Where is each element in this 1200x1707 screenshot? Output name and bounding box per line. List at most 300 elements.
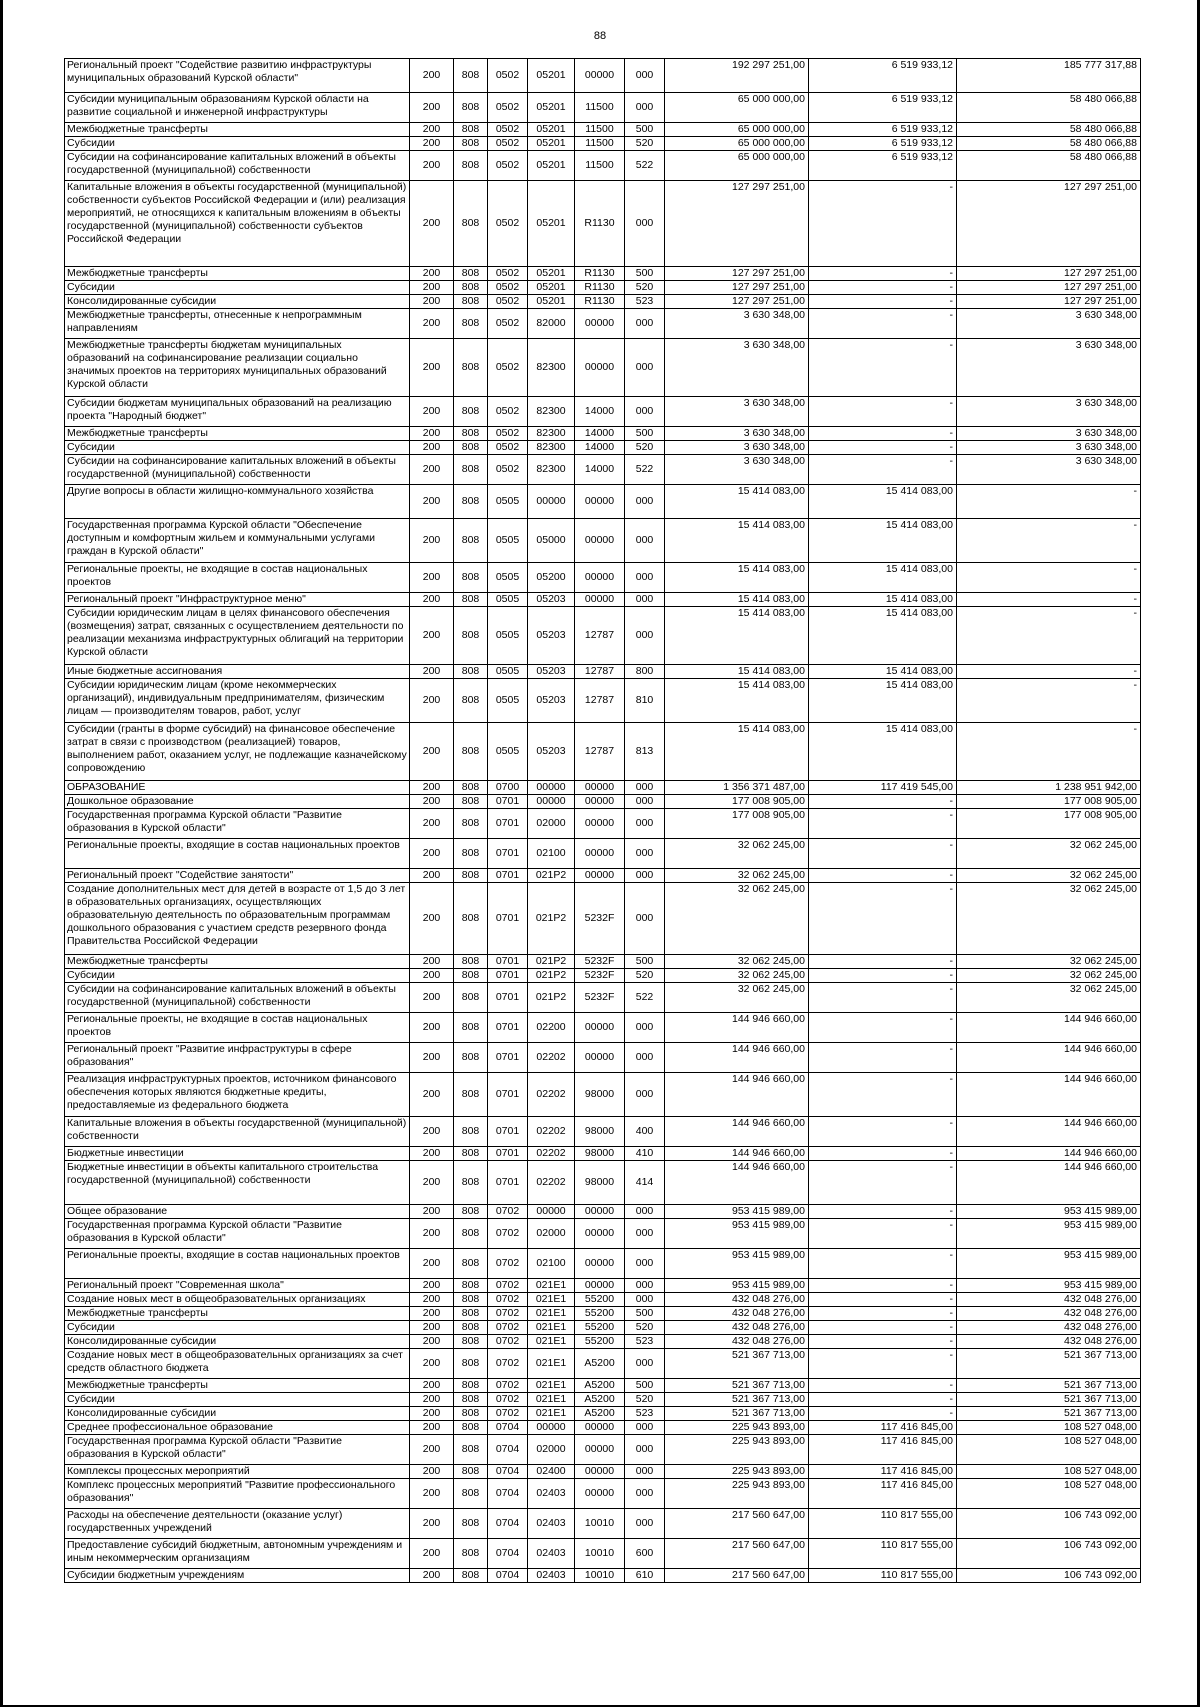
code-admin: 200	[410, 1279, 454, 1293]
amount-2: -	[809, 441, 957, 455]
amount-total: 953 415 989,00	[665, 1219, 809, 1249]
amount-2: -	[809, 955, 957, 969]
code-program: 05203	[528, 607, 575, 665]
code-gr: 808	[454, 1435, 488, 1465]
amount-2: 117 416 845,00	[809, 1435, 957, 1465]
amount-2: -	[809, 839, 957, 869]
code-expense-type: 000	[625, 883, 665, 955]
code-admin: 200	[410, 151, 454, 181]
amount-total: 144 946 660,00	[665, 1161, 809, 1205]
row-name: Другие вопросы в области жилищно-коммунального хозяйства	[65, 485, 410, 519]
row-name: Бюджетные инвестиции	[65, 1147, 410, 1161]
code-direction: 00000	[575, 309, 625, 339]
amount-3: 177 008 905,00	[957, 795, 1141, 809]
code-gr: 808	[454, 1161, 488, 1205]
code-section: 0502	[488, 93, 528, 123]
code-direction: 5232F	[575, 983, 625, 1013]
code-section: 0704	[488, 1539, 528, 1569]
code-gr: 808	[454, 883, 488, 955]
amount-total: 1 356 371 487,00	[665, 781, 809, 795]
table-row	[65, 519, 1141, 563]
code-expense-type: 500	[625, 427, 665, 441]
table-row	[65, 607, 1141, 665]
amount-total: 32 062 245,00	[665, 839, 809, 869]
row-name: Региональный проект "Содействие развитию инфраструктуры муниципальных образований Курской области"	[65, 59, 410, 93]
code-gr: 808	[454, 1479, 488, 1509]
code-expense-type: 500	[625, 1307, 665, 1321]
code-program: 02202	[528, 1147, 575, 1161]
code-section: 0704	[488, 1465, 528, 1479]
code-admin: 200	[410, 485, 454, 519]
amount-3: 521 367 713,00	[957, 1349, 1141, 1379]
code-gr: 808	[454, 983, 488, 1013]
amount-2: 117 416 845,00	[809, 1421, 957, 1435]
table-row	[65, 563, 1141, 593]
code-program: 82000	[528, 309, 575, 339]
code-program: 02202	[528, 1161, 575, 1205]
amount-total: 225 943 893,00	[665, 1479, 809, 1509]
code-direction: 00000	[575, 869, 625, 883]
amount-2: -	[809, 397, 957, 427]
amount-3: -	[957, 723, 1141, 781]
row-name: Консолидированные субсидии	[65, 295, 410, 309]
amount-total: 225 943 893,00	[665, 1465, 809, 1479]
code-section: 0701	[488, 795, 528, 809]
code-program: 82300	[528, 397, 575, 427]
code-direction: 00000	[575, 1249, 625, 1279]
code-admin: 200	[410, 1205, 454, 1219]
row-name: Региональные проекты, не входящие в состав национальных проектов	[65, 563, 410, 593]
code-expense-type: 520	[625, 441, 665, 455]
code-admin: 200	[410, 593, 454, 607]
amount-3: 953 415 989,00	[957, 1219, 1141, 1249]
amount-total: 15 414 083,00	[665, 563, 809, 593]
code-section: 0702	[488, 1293, 528, 1307]
code-expense-type: 000	[625, 563, 665, 593]
code-program: 05000	[528, 519, 575, 563]
row-name: Субсидии на софинансирование капитальных вложений в объекты государственной (муниципальной) собственности	[65, 455, 410, 485]
code-admin: 200	[410, 563, 454, 593]
code-admin: 200	[410, 969, 454, 983]
amount-2: -	[809, 281, 957, 295]
code-section: 0502	[488, 181, 528, 267]
code-expense-type: 523	[625, 295, 665, 309]
table-row	[65, 781, 1141, 795]
table-row	[65, 1465, 1141, 1479]
amount-total: 3 630 348,00	[665, 339, 809, 397]
amount-total: 32 062 245,00	[665, 869, 809, 883]
code-section: 0505	[488, 593, 528, 607]
code-gr: 808	[454, 1013, 488, 1043]
code-expense-type: 000	[625, 1219, 665, 1249]
code-admin: 200	[410, 723, 454, 781]
amount-2: -	[809, 869, 957, 883]
code-admin: 200	[410, 607, 454, 665]
amount-total: 432 048 276,00	[665, 1335, 809, 1349]
code-program: 82300	[528, 455, 575, 485]
code-gr: 808	[454, 593, 488, 607]
code-program: 02202	[528, 1043, 575, 1073]
code-section: 0502	[488, 339, 528, 397]
code-gr: 808	[454, 397, 488, 427]
table-row	[65, 1421, 1141, 1435]
code-program: 021E1	[528, 1335, 575, 1349]
amount-2: -	[809, 427, 957, 441]
code-expense-type: 000	[625, 1421, 665, 1435]
code-expense-type: 000	[625, 1509, 665, 1539]
code-section: 0704	[488, 1479, 528, 1509]
amount-3: 144 946 660,00	[957, 1117, 1141, 1147]
code-direction: 55200	[575, 1321, 625, 1335]
code-gr: 808	[454, 1279, 488, 1293]
code-admin: 200	[410, 339, 454, 397]
code-program: 02202	[528, 1073, 575, 1117]
amount-3: -	[957, 607, 1141, 665]
code-section: 0702	[488, 1219, 528, 1249]
code-program: 021P2	[528, 955, 575, 969]
amount-2: -	[809, 455, 957, 485]
amount-total: 32 062 245,00	[665, 983, 809, 1013]
code-direction: 10010	[575, 1569, 625, 1583]
code-gr: 808	[454, 1407, 488, 1421]
code-expense-type: 000	[625, 1479, 665, 1509]
code-section: 0502	[488, 281, 528, 295]
amount-total: 3 630 348,00	[665, 427, 809, 441]
code-direction: 00000	[575, 1043, 625, 1073]
code-section: 0701	[488, 839, 528, 869]
code-section: 0502	[488, 59, 528, 93]
amount-total: 177 008 905,00	[665, 795, 809, 809]
code-gr: 808	[454, 1147, 488, 1161]
code-admin: 200	[410, 795, 454, 809]
row-name: Комплекс процессных мероприятий "Развитие профессионального образования"	[65, 1479, 410, 1509]
budget-table	[64, 58, 1141, 1583]
code-program: 021P2	[528, 883, 575, 955]
code-expense-type: 000	[625, 781, 665, 795]
table-row	[65, 59, 1141, 93]
amount-2: 110 817 555,00	[809, 1569, 957, 1583]
code-program: 02200	[528, 1013, 575, 1043]
amount-total: 192 297 251,00	[665, 59, 809, 93]
code-section: 0704	[488, 1421, 528, 1435]
code-expense-type: 000	[625, 1349, 665, 1379]
table-row	[65, 869, 1141, 883]
code-expense-type: 000	[625, 1435, 665, 1465]
code-admin: 200	[410, 397, 454, 427]
amount-total: 65 000 000,00	[665, 137, 809, 151]
code-gr: 808	[454, 309, 488, 339]
code-section: 0502	[488, 123, 528, 137]
code-program: 00000	[528, 781, 575, 795]
row-name: Субсидии	[65, 1393, 410, 1407]
code-gr: 808	[454, 267, 488, 281]
code-admin: 200	[410, 1335, 454, 1349]
code-direction: 00000	[575, 593, 625, 607]
amount-2: -	[809, 883, 957, 955]
code-admin: 200	[410, 1407, 454, 1421]
table-row	[65, 309, 1141, 339]
code-program: 02403	[528, 1509, 575, 1539]
amount-total: 127 297 251,00	[665, 295, 809, 309]
code-expense-type: 000	[625, 809, 665, 839]
table-row	[65, 1147, 1141, 1161]
code-direction: 11500	[575, 151, 625, 181]
code-section: 0701	[488, 869, 528, 883]
code-section: 0701	[488, 809, 528, 839]
amount-total: 217 560 647,00	[665, 1509, 809, 1539]
code-program: 05201	[528, 181, 575, 267]
amount-3: 521 367 713,00	[957, 1393, 1141, 1407]
amount-total: 144 946 660,00	[665, 1043, 809, 1073]
row-name: Иные бюджетные ассигнования	[65, 665, 410, 679]
code-gr: 808	[454, 1509, 488, 1539]
table-row	[65, 93, 1141, 123]
code-program: 00000	[528, 485, 575, 519]
amount-3: 432 048 276,00	[957, 1293, 1141, 1307]
amount-3: 1 238 951 942,00	[957, 781, 1141, 795]
code-program: 021E1	[528, 1379, 575, 1393]
amount-3: 432 048 276,00	[957, 1321, 1141, 1335]
code-direction: 10010	[575, 1509, 625, 1539]
code-section: 0701	[488, 883, 528, 955]
code-program: 02403	[528, 1539, 575, 1569]
amount-3: 127 297 251,00	[957, 267, 1141, 281]
page-number: 88	[593, 30, 607, 42]
code-program: 05203	[528, 723, 575, 781]
amount-2: 117 419 545,00	[809, 781, 957, 795]
table-row	[65, 267, 1141, 281]
code-direction: 00000	[575, 59, 625, 93]
code-program: 021E1	[528, 1349, 575, 1379]
code-gr: 808	[454, 1307, 488, 1321]
code-gr: 808	[454, 1349, 488, 1379]
code-expense-type: 000	[625, 1279, 665, 1293]
code-section: 0704	[488, 1435, 528, 1465]
amount-3: 144 946 660,00	[957, 1013, 1141, 1043]
row-name: Межбюджетные трансферты, отнесенные к непрограммным направлениям	[65, 309, 410, 339]
code-program: 05203	[528, 679, 575, 723]
amount-total: 15 414 083,00	[665, 665, 809, 679]
code-program: 02000	[528, 1435, 575, 1465]
code-admin: 200	[410, 1539, 454, 1569]
amount-total: 15 414 083,00	[665, 679, 809, 723]
amount-total: 225 943 893,00	[665, 1435, 809, 1465]
code-program: 021E1	[528, 1407, 575, 1421]
code-section: 0502	[488, 397, 528, 427]
code-admin: 200	[410, 137, 454, 151]
code-section: 0701	[488, 1147, 528, 1161]
table-row	[65, 969, 1141, 983]
row-name: Субсидии (гранты в форме субсидий) на финансовое обеспечение затрат в связи с производством (реализацией) товаров, выполнением работ, оказанием услуг, не подлежащие казначейскому сопровождению	[65, 723, 410, 781]
code-expense-type: 000	[625, 1249, 665, 1279]
row-name: Консолидированные субсидии	[65, 1407, 410, 1421]
code-direction: 11500	[575, 137, 625, 151]
table-row	[65, 795, 1141, 809]
table-row	[65, 1321, 1141, 1335]
code-section: 0702	[488, 1249, 528, 1279]
row-name: Предоставление субсидий бюджетным, автономным учреждениям и иным некоммерческим организациям	[65, 1539, 410, 1569]
table-row	[65, 1393, 1141, 1407]
amount-2: -	[809, 1043, 957, 1073]
code-admin: 200	[410, 295, 454, 309]
code-section: 0502	[488, 441, 528, 455]
table-row	[65, 1117, 1141, 1147]
code-expense-type: 000	[625, 339, 665, 397]
code-expense-type: 523	[625, 1407, 665, 1421]
code-gr: 808	[454, 137, 488, 151]
code-program: 02000	[528, 1219, 575, 1249]
code-gr: 808	[454, 869, 488, 883]
code-program: 05200	[528, 563, 575, 593]
row-name: Межбюджетные трансферты	[65, 123, 410, 137]
amount-2: -	[809, 1349, 957, 1379]
code-gr: 808	[454, 1073, 488, 1117]
row-name: Расходы на обеспечение деятельности (оказание услуг) государственных учреждений	[65, 1509, 410, 1539]
amount-3: 32 062 245,00	[957, 839, 1141, 869]
amount-2: -	[809, 1321, 957, 1335]
code-section: 0505	[488, 679, 528, 723]
code-expense-type: 520	[625, 281, 665, 295]
amount-total: 217 560 647,00	[665, 1569, 809, 1583]
amount-2: -	[809, 1335, 957, 1349]
code-direction: 00000	[575, 485, 625, 519]
amount-2: -	[809, 267, 957, 281]
code-expense-type: 000	[625, 1043, 665, 1073]
amount-3: 432 048 276,00	[957, 1307, 1141, 1321]
code-gr: 808	[454, 563, 488, 593]
code-direction: 00000	[575, 795, 625, 809]
amount-3: 3 630 348,00	[957, 309, 1141, 339]
amount-2: -	[809, 1161, 957, 1205]
amount-total: 144 946 660,00	[665, 1147, 809, 1161]
table-row	[65, 1349, 1141, 1379]
amount-2: -	[809, 339, 957, 397]
code-direction: 14000	[575, 455, 625, 485]
code-direction: 00000	[575, 519, 625, 563]
amount-3: 58 480 066,88	[957, 151, 1141, 181]
row-name: Консолидированные субсидии	[65, 1335, 410, 1349]
amount-2: 15 414 083,00	[809, 679, 957, 723]
amount-total: 521 367 713,00	[665, 1379, 809, 1393]
code-admin: 200	[410, 883, 454, 955]
code-direction: 00000	[575, 1465, 625, 1479]
amount-2: 110 817 555,00	[809, 1539, 957, 1569]
amount-total: 32 062 245,00	[665, 955, 809, 969]
amount-total: 65 000 000,00	[665, 151, 809, 181]
amount-3: 32 062 245,00	[957, 883, 1141, 955]
code-section: 0505	[488, 723, 528, 781]
code-admin: 200	[410, 181, 454, 267]
code-program: 02202	[528, 1117, 575, 1147]
code-direction: 00000	[575, 1421, 625, 1435]
code-gr: 808	[454, 1117, 488, 1147]
amount-2: -	[809, 1073, 957, 1117]
amount-total: 65 000 000,00	[665, 123, 809, 137]
amount-3: 3 630 348,00	[957, 441, 1141, 455]
amount-3: -	[957, 563, 1141, 593]
row-name: Капитальные вложения в объекты государственной (муниципальной) собственности субъектов Российской Федерации и (или) реализация мероприятий, не относящихся к капитальным вложениям в объекты государственной (муниципальной) собственности субъектов Российской Федерации	[65, 181, 410, 267]
amount-2: -	[809, 1219, 957, 1249]
amount-3: 144 946 660,00	[957, 1043, 1141, 1073]
code-expense-type: 000	[625, 181, 665, 267]
table-row	[65, 1509, 1141, 1539]
code-program: 02403	[528, 1569, 575, 1583]
table-row	[65, 679, 1141, 723]
row-name: Среднее профессиональное образование	[65, 1421, 410, 1435]
code-admin: 200	[410, 983, 454, 1013]
code-admin: 200	[410, 1435, 454, 1465]
code-expense-type: 000	[625, 309, 665, 339]
code-gr: 808	[454, 1219, 488, 1249]
code-expense-type: 000	[625, 869, 665, 883]
amount-3: 32 062 245,00	[957, 955, 1141, 969]
code-direction: 14000	[575, 427, 625, 441]
row-name: Межбюджетные трансферты	[65, 1379, 410, 1393]
row-name: Региональные проекты, входящие в состав национальных проектов	[65, 839, 410, 869]
code-direction: 55200	[575, 1307, 625, 1321]
row-name: Региональный проект "Современная школа"	[65, 1279, 410, 1293]
table-row	[65, 1013, 1141, 1043]
table-row	[65, 1479, 1141, 1509]
code-program: 02000	[528, 809, 575, 839]
amount-3: 32 062 245,00	[957, 969, 1141, 983]
code-direction: R1130	[575, 281, 625, 295]
table-row	[65, 1539, 1141, 1569]
row-name: Государственная программа Курской области "Развитие образования в Курской области"	[65, 809, 410, 839]
amount-3: 144 946 660,00	[957, 1147, 1141, 1161]
code-expense-type: 000	[625, 397, 665, 427]
code-admin: 200	[410, 1043, 454, 1073]
code-section: 0505	[488, 485, 528, 519]
code-gr: 808	[454, 839, 488, 869]
amount-3: 127 297 251,00	[957, 295, 1141, 309]
amount-2: 15 414 083,00	[809, 723, 957, 781]
code-admin: 200	[410, 1465, 454, 1479]
amount-total: 127 297 251,00	[665, 267, 809, 281]
code-gr: 808	[454, 1249, 488, 1279]
code-admin: 200	[410, 519, 454, 563]
amount-total: 3 630 348,00	[665, 397, 809, 427]
row-name: Субсидии	[65, 969, 410, 983]
amount-total: 3 630 348,00	[665, 441, 809, 455]
amount-2: -	[809, 309, 957, 339]
code-direction: 5232F	[575, 969, 625, 983]
amount-3: 108 527 048,00	[957, 1421, 1141, 1435]
code-section: 0502	[488, 267, 528, 281]
row-name: Региональный проект "Инфраструктурное меню"	[65, 593, 410, 607]
code-admin: 200	[410, 1013, 454, 1043]
amount-3: 953 415 989,00	[957, 1279, 1141, 1293]
code-admin: 200	[410, 1147, 454, 1161]
code-gr: 808	[454, 1539, 488, 1569]
code-program: 82300	[528, 427, 575, 441]
amount-3: 32 062 245,00	[957, 983, 1141, 1013]
amount-2: 117 416 845,00	[809, 1479, 957, 1509]
code-direction: 5232F	[575, 955, 625, 969]
amount-total: 3 630 348,00	[665, 455, 809, 485]
code-expense-type: 813	[625, 723, 665, 781]
code-gr: 808	[454, 1569, 488, 1583]
amount-3: 108 527 048,00	[957, 1479, 1141, 1509]
code-direction: 12787	[575, 679, 625, 723]
row-name: Комплексы процессных мероприятий	[65, 1465, 410, 1479]
amount-total: 521 367 713,00	[665, 1349, 809, 1379]
code-expense-type: 520	[625, 1393, 665, 1407]
amount-3: 106 743 092,00	[957, 1539, 1141, 1569]
code-direction: 98000	[575, 1117, 625, 1147]
code-gr: 808	[454, 519, 488, 563]
amount-2: 117 416 845,00	[809, 1465, 957, 1479]
